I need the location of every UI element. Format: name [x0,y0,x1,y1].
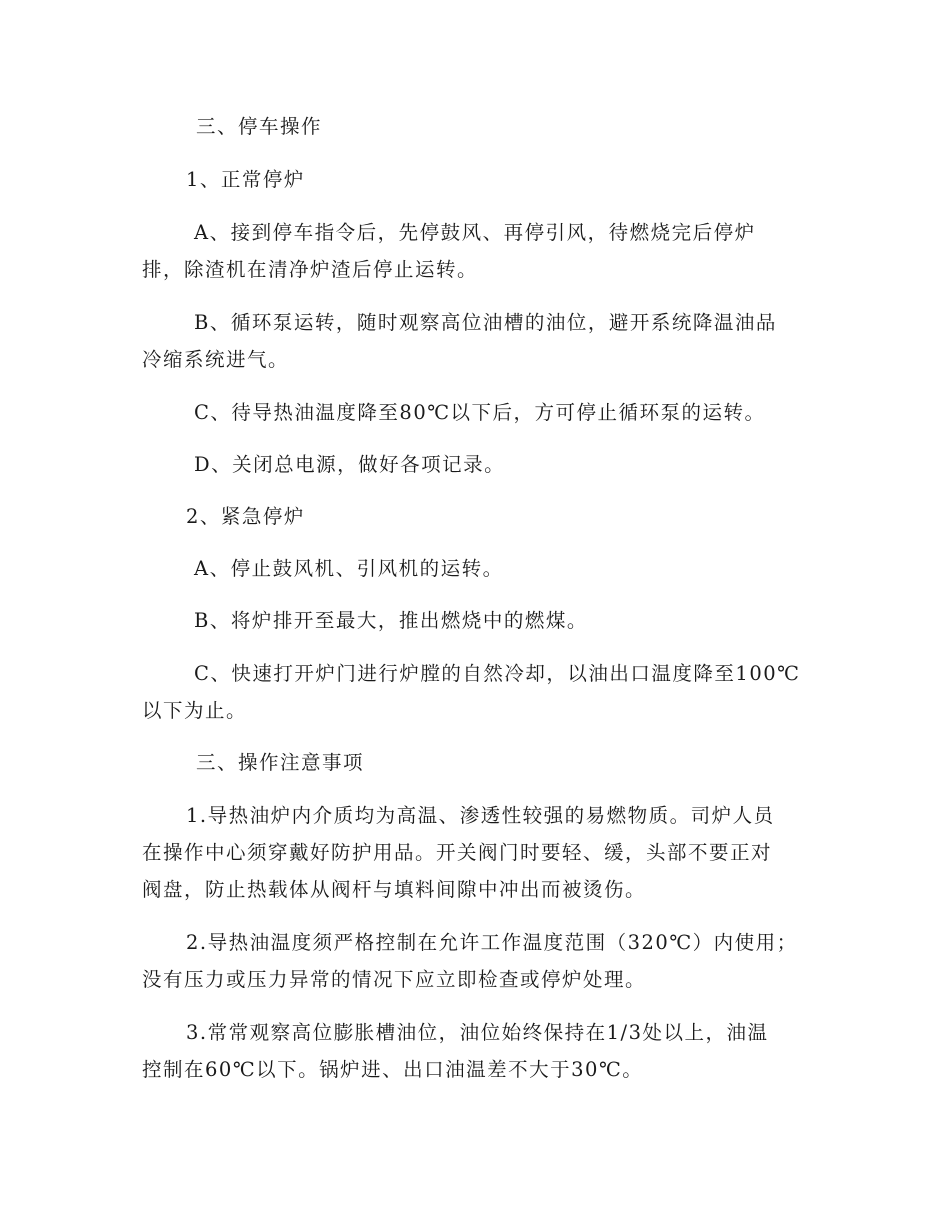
paragraph-line: B、将炉排开至最大，推出燃烧中的燃煤。 [194,609,588,632]
paragraph-line: A、停止鼓风机、引风机的运转。 [194,557,504,580]
paragraph-line: C、待导热油温度降至80℃以下后，方可停止循环泵的运转。 [194,401,766,424]
paragraph-line: B、循环泵运转，随时观察高位油槽的油位，避开系统降温油品 [194,311,777,334]
paragraph-line: D、关闭总电源，做好各项记录。 [194,453,506,476]
paragraph-line: 2.导热油温度须严格控制在允许工作温度范围（320℃）内使用； [186,931,798,954]
paragraph-line: A、接到停车指令后，先停鼓风、再停引风，待燃烧完后停炉 [194,221,756,244]
paragraph-line: 以下为止。 [142,699,248,722]
subsection-heading: 1、正常停炉 [186,168,305,191]
paragraph-line: 1.导热油炉内介质均为高温、渗透性较强的易燃物质。司炉人员 [186,804,775,827]
paragraph-line: 排，除渣机在清净炉渣后停止运转。 [142,258,479,281]
section-heading: 三、操作注意事项 [196,751,365,774]
paragraph-line: 没有压力或压力异常的情况下应立即检查或停炉处理。 [142,968,647,991]
paragraph-line: C、快速打开炉门进行炉膛的自然冷却，以油出口温度降至100℃ [194,662,801,685]
paragraph-line: 3.常常观察高位膨胀槽油位，油位始终保持在1/3处以上，油温 [186,1021,769,1044]
paragraph-line: 冷缩系统进气。 [142,348,290,371]
paragraph-line: 阀盘，防止热载体从阀杆与填料间隙中冲出而被烫伤。 [142,878,647,901]
paragraph-line: 在操作中心须穿戴好防护用品。开关阀门时要轻、缓，头部不要正对 [142,841,773,864]
paragraph-line: 控制在60℃以下。锅炉进、出口油温差不大于30℃。 [142,1058,644,1081]
section-heading: 三、停车操作 [196,115,323,138]
subsection-heading: 2、紧急停炉 [186,505,305,528]
